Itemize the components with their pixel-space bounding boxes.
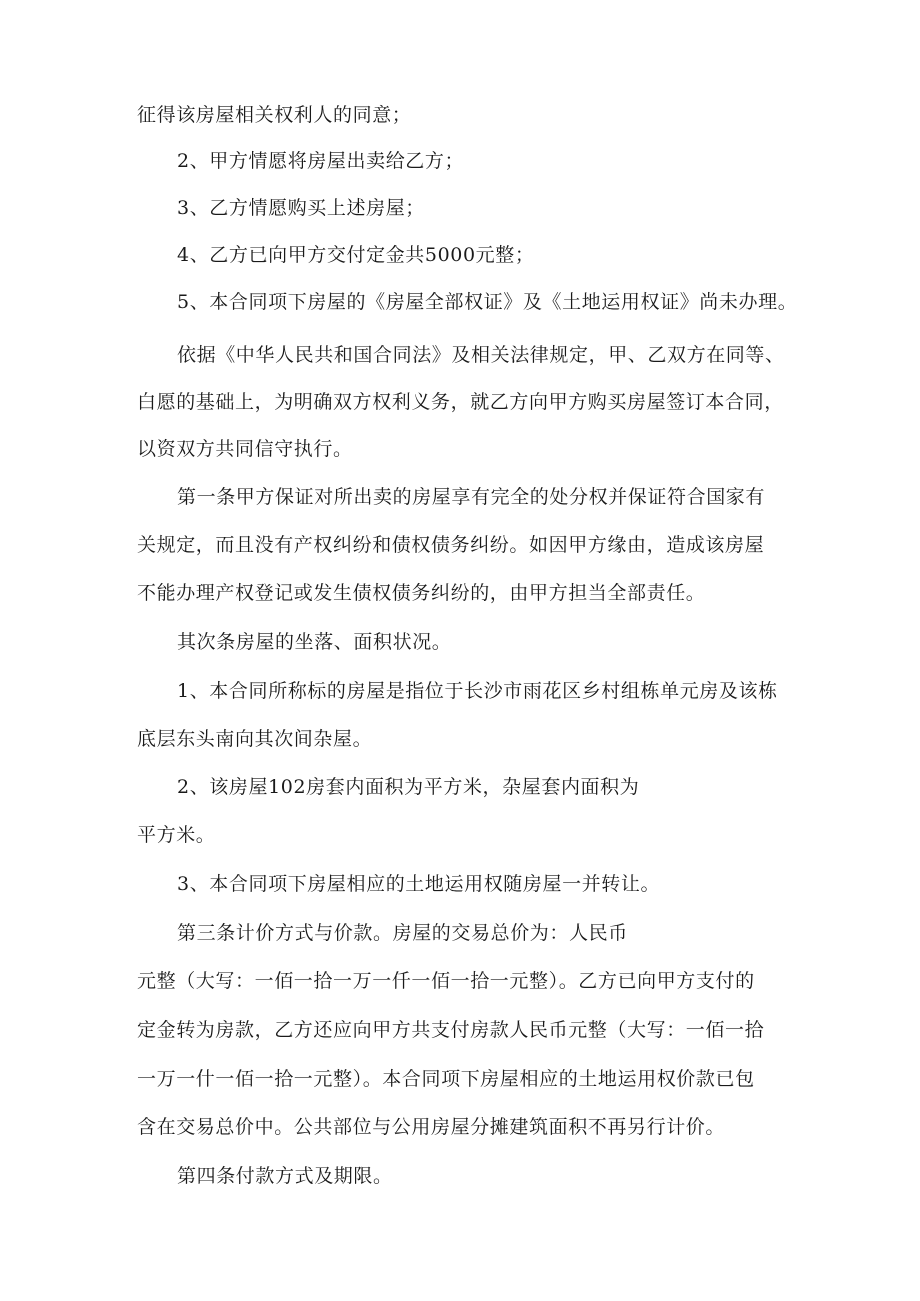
list-item: 3、本合同项下房屋相应的土地运用权随房屋一并转让。 — [177, 873, 661, 895]
list-item: 4、乙方已向甲方交付定金共5000元整； — [177, 244, 535, 266]
list-item: 2、甲方情愿将房屋出卖给乙方； — [177, 150, 465, 172]
text-line: 关规定，而且没有产权纠纷和债权债务纠纷。如因甲方缘由，造成该房屋 — [137, 534, 765, 556]
list-item: 2、该房屋102房套内面积为平方米，杂屋套内面积为 — [177, 776, 640, 798]
text-line: 依据《中华人民共和国合同法》及相关法律规定，甲、乙双方在同等、 — [177, 344, 785, 366]
text-line: 一万一什一佰一拾一元整）。本合同项下房屋相应的土地运用权价款已包 — [137, 1068, 755, 1090]
text-line: 不能办理产权登记或发生债权债务纠纷的，由甲方担当全部责任。 — [137, 582, 706, 604]
list-item: 3、乙方情愿购买上述房屋； — [177, 197, 425, 219]
list-item: 1、本合同所称标的房屋是指位于长沙市雨花区乡村组栋单元房及该栋 — [177, 680, 778, 702]
text-line: 底层东头南向其次间杂屋。 — [137, 728, 373, 750]
text-line: 以资双方共同信守执行。 — [137, 438, 353, 460]
text-line: 第三条计价方式与价款。房屋的交易总价为：人民币 — [177, 922, 628, 944]
text-line: 定金转为房款，乙方还应向甲方共支付房款人民币元整（大写：一佰一拾 — [137, 1019, 765, 1041]
text-line: 含在交易总价中。公共部位与公用房屋分摊建筑面积不再另行计价。 — [137, 1116, 726, 1138]
text-line: 元整（大写：一佰一拾一万一仟一佰一拾一元整）。乙方已向甲方支付的 — [137, 970, 755, 992]
text-line: 其次条房屋的坐落、面积状况。 — [177, 631, 452, 653]
list-item: 5、本合同项下房屋的《房屋全部权证》及《土地运用权证》尚未办理。 — [177, 291, 798, 313]
text-line: 征得该房屋相关权利人的同意； — [137, 104, 412, 126]
text-line: 平方米。 — [137, 824, 216, 846]
text-line: 第一条甲方保证对所出卖的房屋享有完全的处分权并保证符合国家有 — [177, 486, 766, 508]
text-line: 白愿的基础上，为明确双方权利义务，就乙方向甲方购买房屋签订本合同， — [137, 391, 784, 413]
text-line: 第四条付款方式及期限。 — [177, 1165, 393, 1187]
